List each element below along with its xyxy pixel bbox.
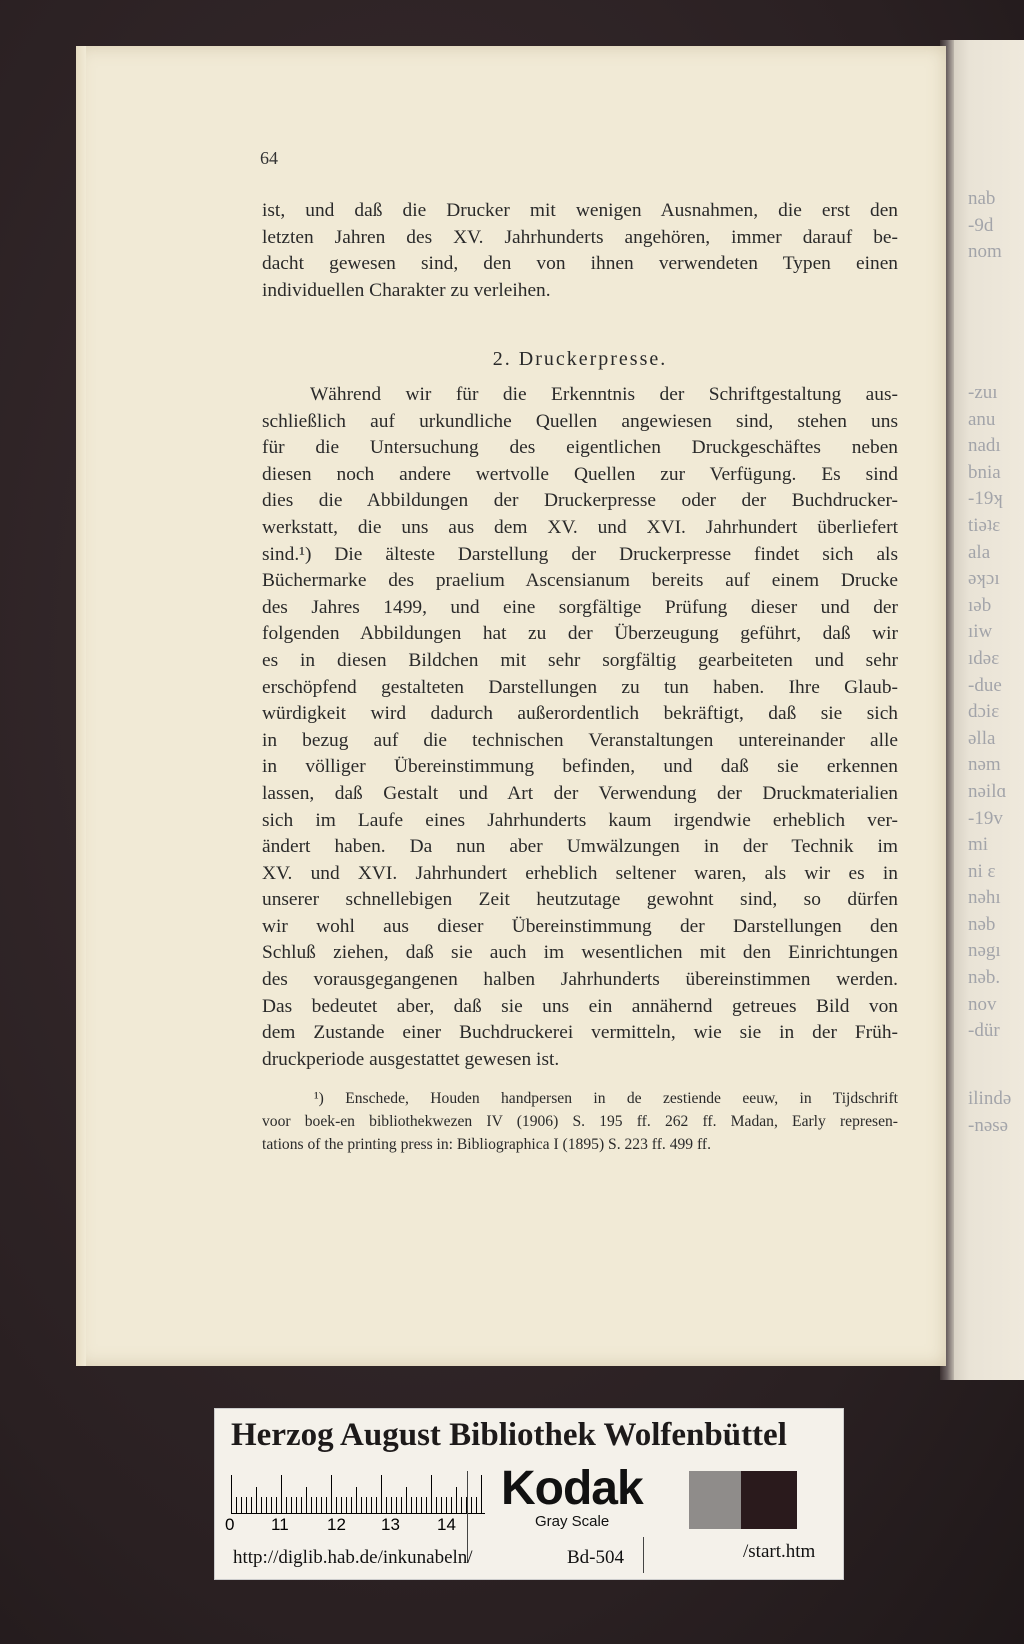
gray-scale-label: Gray Scale — [535, 1513, 610, 1530]
bleed-text: -zuı — [968, 382, 998, 403]
ruler-tick — [481, 1475, 482, 1513]
text-line: des Jahres 1499, und eine sorgfältige Prüfung dieser und der — [262, 596, 898, 618]
text-line: letzten Jahren des XV. Jahrhunderts angehören, immer darauf be- — [262, 226, 898, 248]
ruler-tick — [346, 1497, 347, 1513]
ruler-tick — [431, 1475, 432, 1513]
ruler-label: 0 — [225, 1515, 235, 1534]
text-line: in bezug auf die technischen Veranstaltungen untereinander alle — [262, 729, 898, 751]
ruler-tick — [356, 1487, 357, 1513]
ruler-tick — [386, 1497, 387, 1513]
ruler-tick — [251, 1497, 252, 1513]
text-line: Schluß ziehen, daß sie auch im wesentlichen mit den Einrichtungen — [262, 942, 898, 964]
ruler-tick — [351, 1497, 352, 1513]
measurement-ruler — [231, 1471, 485, 1514]
bleed-text: nəhı — [968, 887, 1001, 909]
bleed-text: nəb. — [968, 967, 1001, 989]
text-line: Während wir für die Erkenntnis der Schriftgestaltung aus- — [310, 384, 898, 405]
ruler-tick — [286, 1497, 287, 1513]
text-line: ist, und daß die Drucker mit wenigen Ausnahmen, die erst den — [262, 200, 898, 221]
ruler-tick — [341, 1497, 342, 1513]
ruler-tick — [326, 1497, 327, 1513]
ruler-tick — [256, 1487, 257, 1513]
text-line: lassen, daß Gestalt und Art der Verwendung der Druckmaterialien — [262, 782, 898, 804]
text-line: werkstatt, die uns aus dem XV. und XVI. Jahrhundert überliefert — [262, 516, 898, 538]
ruler-tick — [366, 1497, 367, 1513]
ruler-tick — [391, 1497, 392, 1513]
ruler-tick — [411, 1497, 412, 1513]
bleed-text: ni ɛ — [968, 860, 996, 882]
text-line: schließlich auf urkundliche Quellen angewiesen sind, stehen uns — [262, 410, 898, 432]
bleed-text: nəm — [968, 754, 1001, 776]
ruler-tick — [446, 1497, 447, 1513]
text-line: in völliger Übereinstimmung befinden, und daß sie erkennen — [262, 756, 898, 778]
text-line: Das bedeutet aber, daß sie uns ein annähernd getreues Bild von — [262, 995, 898, 1017]
text-line: des vorausgegangenen halben Jahrhunderts übereinstimmen werden. — [262, 969, 898, 991]
ruler-tick — [231, 1475, 232, 1513]
ruler-tick — [406, 1487, 407, 1513]
bleed-text: tiəʇɛ — [968, 514, 1001, 536]
ruler-tick — [236, 1497, 237, 1513]
ruler-tick — [291, 1497, 292, 1513]
ruler-tick — [456, 1487, 457, 1513]
bleed-text: dɔiɛ — [968, 701, 1000, 723]
ruler-tick — [266, 1497, 267, 1513]
divider — [643, 1537, 644, 1573]
bleed-text: -19v — [968, 807, 1003, 829]
ruler-label: 14 — [437, 1515, 456, 1534]
text-line: individuellen Charakter zu verleihen. — [262, 279, 551, 301]
ruler-tick — [281, 1475, 282, 1513]
section-heading: 2. Druckerpresse. — [492, 348, 668, 370]
bleed-text: anu — [968, 408, 996, 430]
ruler-tick — [421, 1497, 422, 1513]
bleed-text: -9d — [968, 214, 994, 236]
ruler-tick — [441, 1497, 442, 1513]
bleed-text: nov — [968, 993, 997, 1015]
ruler-tick — [296, 1497, 297, 1513]
paragraph-1 — [262, 198, 898, 304]
start-page-path: /start.htm — [743, 1541, 816, 1562]
bleed-text: bnia — [968, 461, 1001, 483]
text-line: voor boek-en bibliothekwezen IV (1906) S. 195 ff. 262 ff. Madan, Early represen- — [262, 1112, 898, 1130]
text-line: tations of the printing press in: Bibliographica I (1895) S. 223 ff. 499 ff. — [262, 1135, 711, 1153]
text-line: XV. und XVI. Jahrhundert erheblich seltener waren, als wir es in — [262, 862, 898, 884]
text-line: dem Zustande einer Buchdruckerei vermitteln, wie sie in der Früh- — [262, 1022, 898, 1044]
bleed-text: nəgı — [968, 940, 1001, 962]
text-line: erschöpfend gestalteten Darstellungen zu tun haben. Ihre Glaub- — [262, 676, 898, 698]
library-title: Herzog August Bibliothek Wolfenbüttel — [231, 1417, 787, 1453]
text-line: es in diesen Bildchen mit sehr sorgfältig gearbeiteten und sehr — [262, 649, 898, 671]
text-line: würdigkeit wird dadurch außerordentlich bekräftigt, daß sie sich — [262, 703, 898, 725]
footnote — [262, 1088, 898, 1156]
gray-patch-dark — [741, 1471, 797, 1529]
ruler-tick — [416, 1497, 417, 1513]
text-line: ¹) Enschede, Houden handpersen in de zestiende eeuw, in Tijdschrift — [314, 1090, 898, 1107]
text-line: druckperiode ausgestattet gewesen ist. — [262, 1048, 560, 1070]
text-line: diesen noch andere wertvolle Quellen zur Verfügung. Es sind — [262, 463, 898, 485]
ruler-tick — [471, 1497, 472, 1513]
bleed-through-bottom — [968, 1086, 1024, 1139]
ruler-label: 12 — [327, 1515, 346, 1534]
ruler-tick — [461, 1497, 462, 1513]
bleed-text: -nəsə — [968, 1114, 1009, 1136]
ruler-tick — [476, 1497, 477, 1513]
bleed-text: -dür — [968, 1020, 1000, 1042]
ruler-tick — [436, 1497, 437, 1513]
bleed-text: ıiw — [968, 621, 993, 643]
text-line: dies die Abbildungen der Druckerpresse oder der Buchdrucker- — [262, 490, 898, 512]
ruler-tick — [426, 1497, 427, 1513]
bleed-text: ıdəɛ — [968, 647, 1000, 669]
ruler-tick — [371, 1497, 372, 1513]
bleed-text: ala — [968, 541, 991, 563]
ruler-tick — [451, 1497, 452, 1513]
bleed-text: əʞɔı — [968, 568, 1000, 590]
digital-library-url: http://diglib.hab.de/inkunabeln/ — [233, 1547, 473, 1568]
bleed-text: -due — [968, 674, 1002, 696]
text-line: ändert haben. Da nun aber Umwälzungen in der Technik im — [262, 836, 898, 858]
ruler-tick — [401, 1497, 402, 1513]
page-edge — [76, 46, 86, 1366]
bleed-through-middle — [968, 380, 1024, 1045]
ruler-label: 13 — [381, 1515, 400, 1534]
paragraph-main — [262, 382, 898, 1073]
kodak-logo: Kodak — [501, 1462, 643, 1515]
text-line: Büchermarke des praelium Ascensianum bereits auf einem Drucke — [262, 570, 898, 592]
bleed-through-top — [968, 186, 1024, 266]
ruler-tick — [241, 1497, 242, 1513]
bleed-text: ilində — [968, 1088, 1012, 1109]
ruler-tick — [261, 1497, 262, 1513]
ruler-tick — [301, 1497, 302, 1513]
bleed-text: nəilɑ — [968, 780, 1007, 802]
paragraph-continued — [262, 198, 898, 304]
text-line: wir wohl aus dieser Übereinstimmung der Darstellungen den — [262, 915, 898, 937]
bleed-text: ıəb — [968, 594, 992, 616]
color-target-card — [214, 1408, 844, 1580]
gray-patch-white — [649, 1471, 689, 1529]
ruler-tick — [331, 1475, 332, 1513]
ruler-tick — [321, 1497, 322, 1513]
ruler-tick — [336, 1497, 337, 1513]
ruler-tick — [246, 1497, 247, 1513]
paragraph-2 — [262, 382, 898, 1073]
text-line: dacht gewesen sind, den von ihnen verwendeten Typen einen — [262, 253, 898, 275]
ruler-tick — [396, 1497, 397, 1513]
ruler-tick — [271, 1497, 272, 1513]
gray-patch-mid — [689, 1471, 741, 1529]
ruler-label: 11 — [271, 1515, 289, 1534]
ruler-tick — [361, 1497, 362, 1513]
shelfmark: Bd-504 — [567, 1547, 624, 1568]
text-line: folgenden Abbildungen hat zu der Überzeugung geführt, daß wir — [262, 623, 898, 645]
ruler-tick — [316, 1497, 317, 1513]
bleed-text: əlla — [968, 727, 996, 749]
text-line: sich im Laufe eines Jahrhunderts kaum irgendwie erheblich ver- — [262, 809, 898, 831]
bleed-text: nom — [968, 241, 1002, 263]
ruler-tick — [276, 1497, 277, 1513]
ruler-tick — [306, 1487, 307, 1513]
page-number: 64 — [260, 148, 278, 168]
bleed-text: mi — [968, 834, 989, 856]
ruler-tick — [376, 1497, 377, 1513]
text-line: für die Untersuchung des eigentlichen Druckgeschäftes neben — [262, 437, 898, 459]
ruler-tick — [381, 1475, 382, 1513]
bleed-text: nəb — [968, 913, 996, 935]
text-line: unserer schnellebigen Zeit heutzutage gewohnt sind, so dürfen — [262, 889, 898, 911]
bleed-text: -19ʞ — [968, 488, 1003, 510]
text-line: sind.¹) Die älteste Darstellung der Druckerpresse findet sich als — [262, 543, 898, 565]
ruler-tick — [311, 1497, 312, 1513]
bleed-text: nadı — [968, 435, 1001, 457]
bleed-text: nab — [968, 188, 996, 209]
